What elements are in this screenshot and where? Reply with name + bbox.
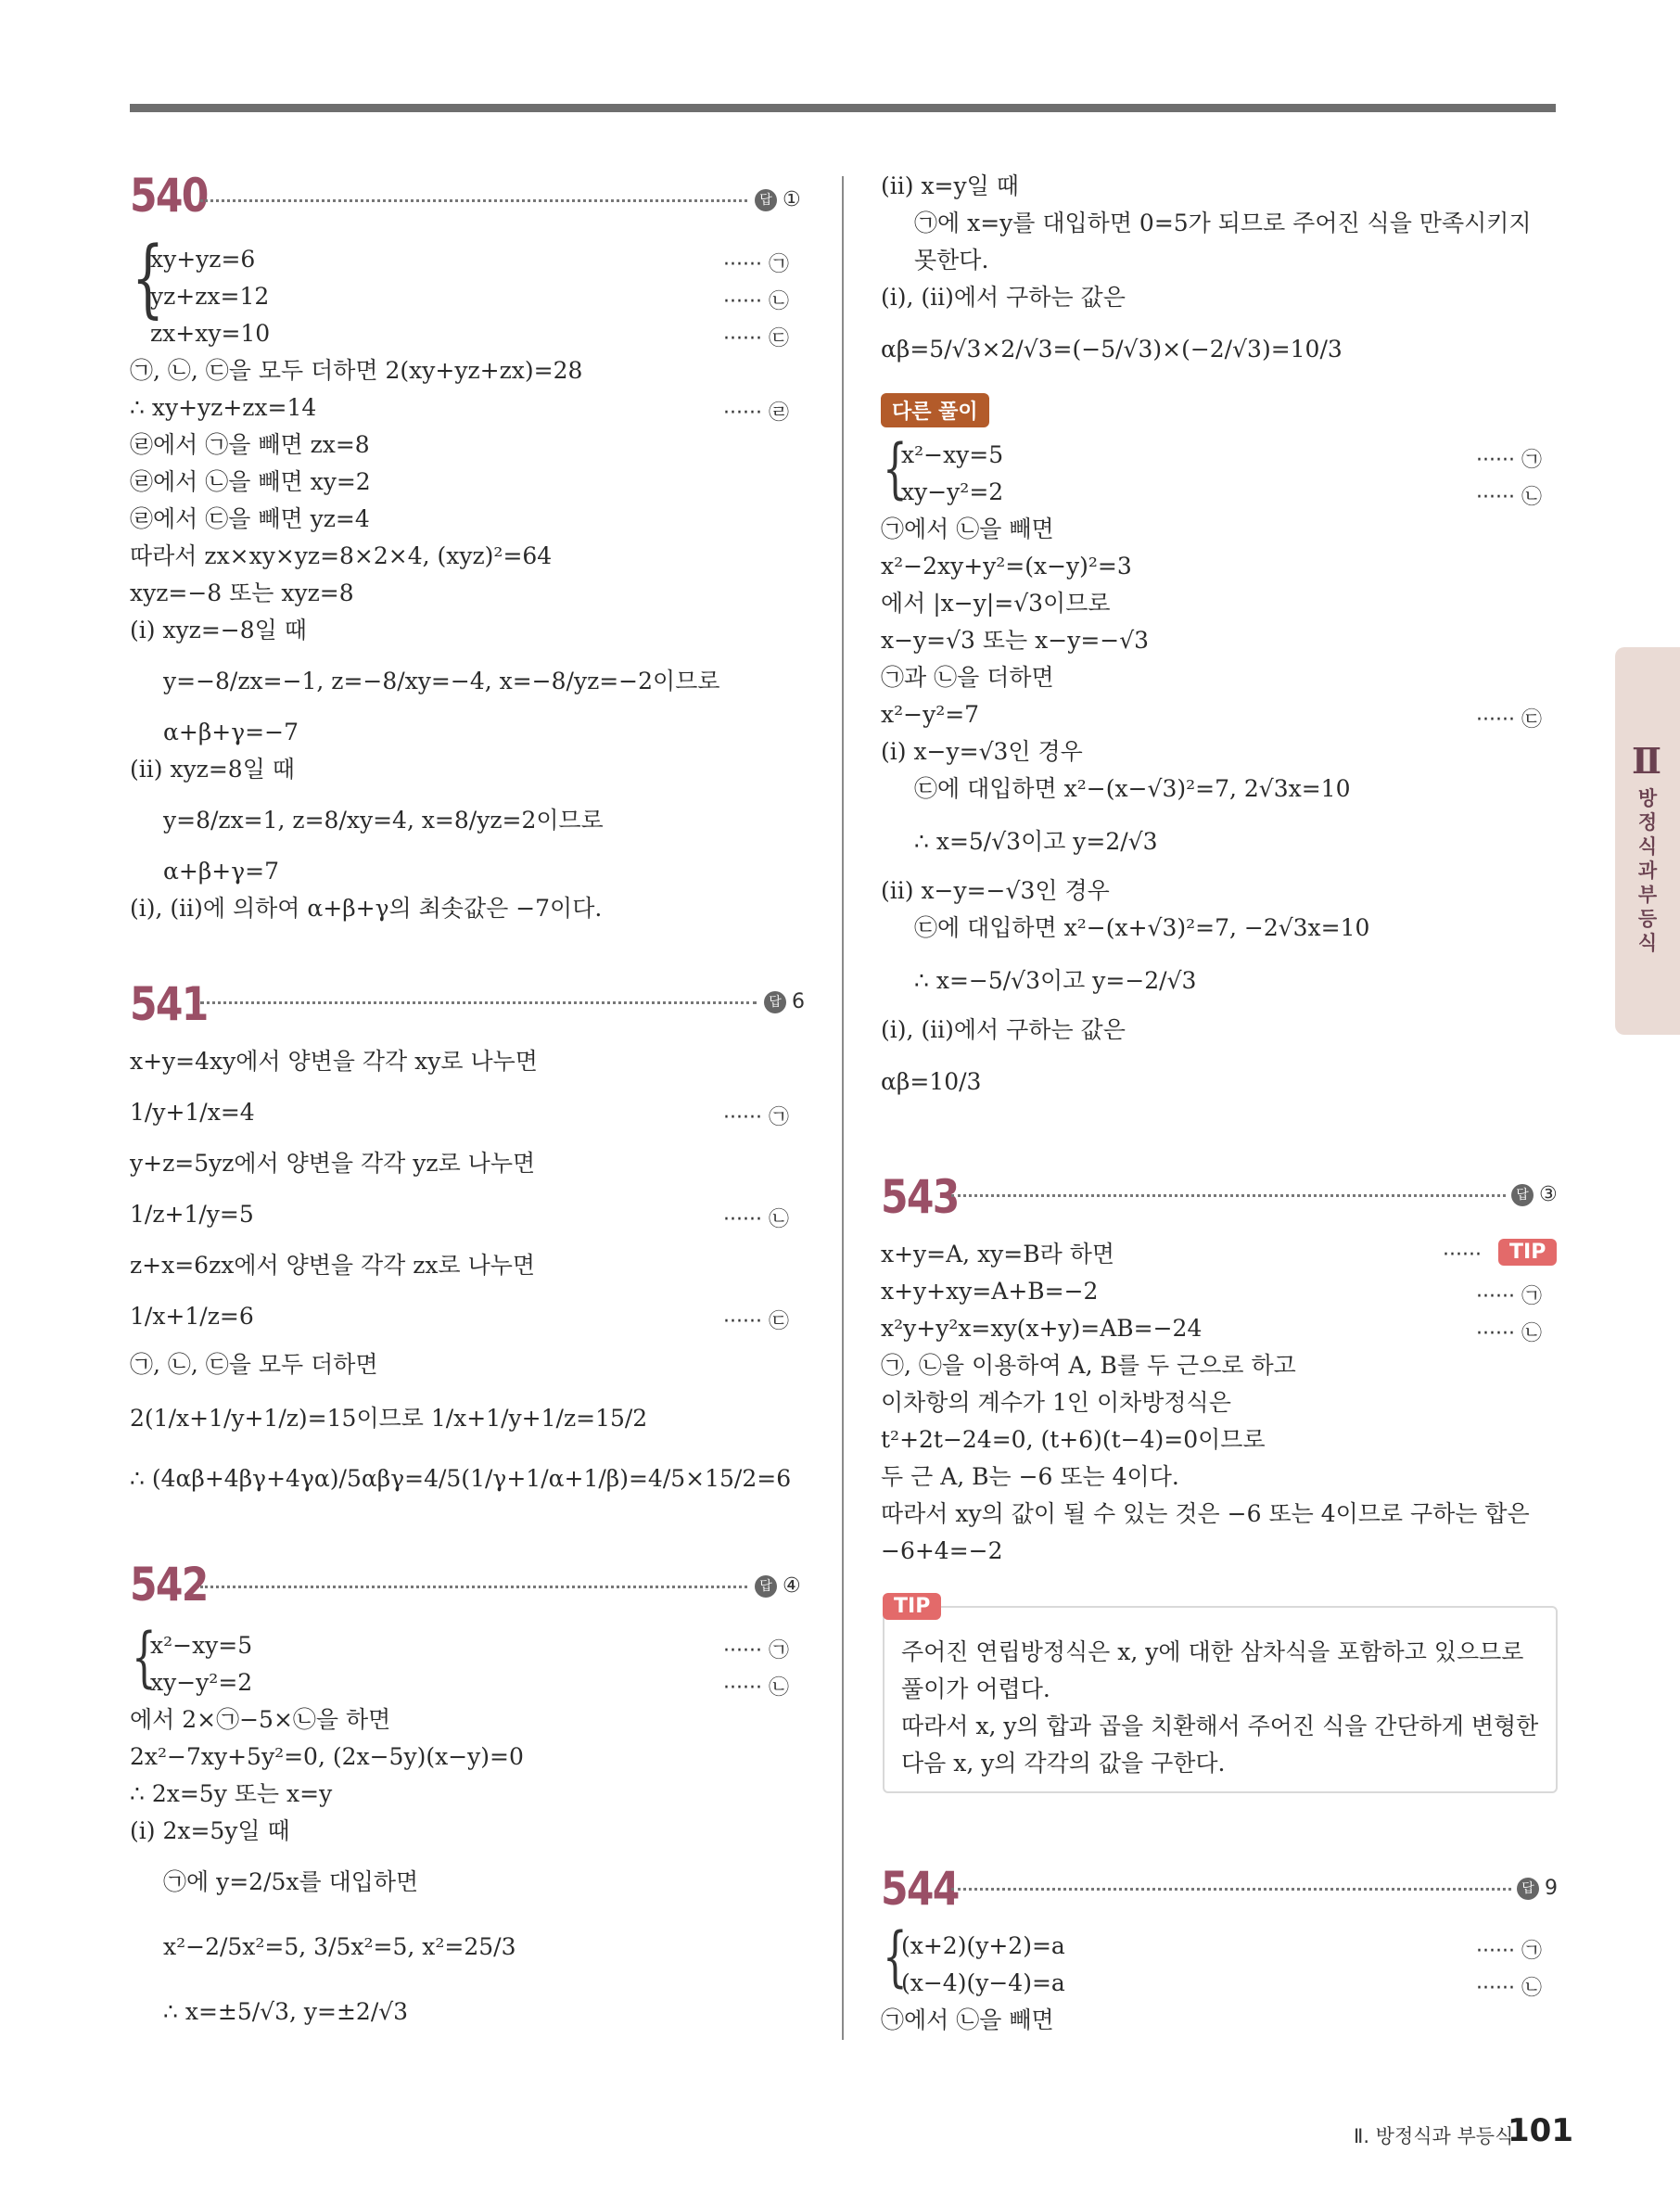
solution-line: ㉠과 ㉡을 더하면 [881,664,1054,691]
problem-answer-541: 답 6 [764,990,805,1013]
equation-line: xy+yz=6 [150,246,256,273]
solution-line: t²+2t−24=0, (t+6)(t−4)=0이므로 [881,1426,1266,1453]
solution-line: 두 근 A, B는 −6 또는 4이다. [881,1463,1179,1490]
solution-line: 2(1/x+1/y+1/z)=15이므로 1/x+1/y+1/z=15/2 [130,1405,648,1432]
solution-line: x²−2/5x²=5, 3/5x²=5, x²=25/3 [163,1933,516,1960]
top-rule [130,104,1556,112]
equation-line: zx+xy=10 [150,320,271,347]
system-brace: { [132,1619,157,1695]
tip-label: TIP [883,1593,941,1620]
solution-line: (ⅰ), (ⅱ)에서 구하는 값은 [881,284,1126,311]
equation-line: x²−xy=5 [901,441,1004,468]
answer-badge-icon: 답 [755,189,777,211]
solution-line: y=8/zx=1, z=8/xy=4, x=8/yz=2이므로 [163,807,604,834]
system-brace: { [883,430,908,506]
solution-line: x²−2xy+y²=(x−y)²=3 [881,553,1132,580]
solution-line: x+y=4xy에서 양변을 각각 xy로 나누면 [130,1048,538,1075]
answer-badge-icon: 답 [1517,1878,1539,1900]
problem-leader-dots [951,1194,1506,1197]
problem-leader-dots [951,1888,1511,1891]
equation-line: xy−y²=2 [150,1669,253,1696]
chapter-side-tab [1615,647,1680,1035]
problem-leader-dots [200,1586,747,1588]
solution-line: (ⅰ) xyz=−8일 때 [130,617,307,643]
solution-line: (ⅰ) x−y=√3인 경우 [881,738,1083,765]
solution-line: ㉢에 대입하면 x²−(x+√3)²=7, −2√3x=10 [914,914,1370,941]
problem-answer-544: 답 9 [1517,1877,1558,1900]
problem-number-542: 542 [130,1558,208,1611]
equation-mark: ······ ㉢ [723,1310,789,1333]
equation-mark: ······ ㉠ [1476,1285,1542,1308]
solution-line: α+β+γ=−7 [163,719,299,745]
equation-mark: ······ ㉠ [723,253,789,276]
equation-line: yz+zx=12 [150,283,270,310]
equation-mark: ······ ㉡ [723,1676,789,1700]
equation-mark: ······ ㉡ [1476,1977,1542,2000]
page-number: 101 [1508,2112,1573,2149]
footer-chapter: Ⅱ. 방정식과 부등식 [1354,2125,1514,2147]
solution-line: x²y+y²x=xy(x+y)=AB=−24 [881,1315,1203,1342]
solution-line: 1/x+1/z=6 [130,1303,254,1330]
solution-line: ∴ x=−5/√3이고 y=−2/√3 [914,967,1197,994]
solution-line: ㉠에서 ㉡을 빼면 [881,516,1054,542]
equation-mark: ······ ㉡ [1476,1322,1542,1345]
solution-line: ㉢에 대입하면 x²−(x−√3)²=7, 2√3x=10 [914,775,1351,802]
solution-line: y+z=5yz에서 양변을 각각 yz로 나누면 [130,1150,536,1177]
problem-answer-540: 답 ① [755,188,801,211]
solution-line: y=−8/zx=−1, z=−8/xy=−4, x=−8/yz=−2이므로 [163,668,720,694]
equation-line: (x+2)(y+2)=a [901,1932,1065,1959]
tip-marker: TIP [1498,1239,1557,1266]
equation-mark: ······ ㉡ [723,290,789,313]
solution-line: 에서 |x−y|=√3이므로 [881,590,1111,617]
problem-answer-543: 답 ③ [1511,1183,1558,1206]
solution-line: 2x²−7xy+5y²=0, (2x−5y)(x−y)=0 [130,1743,524,1770]
solution-line: (ⅱ) xyz=8일 때 [130,756,295,783]
solution-line: (ⅰ), (ⅱ)에 의하여 α+β+γ의 최솟값은 −7이다. [130,895,603,922]
solution-line: ∴ x=5/√3이고 y=2/√3 [914,828,1158,855]
problem-number-544: 544 [881,1862,959,1916]
solution-line: (ⅰ) 2x=5y일 때 [130,1817,290,1844]
solution-line: 따라서 zx×xy×yz=8×2×4, (xyz)²=64 [130,542,553,569]
equation-mark: ······ ㉡ [723,1208,789,1231]
solution-line: −6+4=−2 [881,1537,1003,1564]
equation-line: x²−xy=5 [150,1632,253,1659]
tip-line: 따라서 x, y의 합과 곱을 치환해서 주어진 식을 간단하게 변형한 [901,1713,1539,1739]
problem-answer-542: 답 ④ [755,1574,801,1598]
problem-number-540: 540 [130,169,208,223]
solution-line: ㉠, ㉡, ㉢을 모두 더하면 2(xy+yz+zx)=28 [130,357,583,384]
solution-line: ∴ x=±5/√3, y=±2/√3 [163,1998,409,2025]
solution-line: ㉣에서 ㉢을 빼면 yz=4 [130,505,370,532]
solution-line: ㉣에서 ㉠을 빼면 zx=8 [130,431,370,458]
solution-line: αβ=10/3 [881,1068,982,1095]
solution-line: ㉠에 x=y를 대입하면 0=5가 되므로 주어진 식을 만족시키지 [914,210,1532,236]
solution-line: α+β+γ=7 [163,858,280,885]
solution-line: x+y=A, xy=B라 하면 [881,1241,1115,1267]
solution-line: x−y=√3 또는 x−y=−√3 [881,627,1150,654]
solution-line: (ⅱ) x=y일 때 [881,172,1019,199]
tip-line: 풀이가 어렵다. [901,1675,1050,1702]
solution-line: x²−y²=7 [881,701,980,728]
tip-line: 다음 x, y의 각각의 값을 구한다. [901,1750,1226,1777]
solution-line: ∴ xy+yz+zx=14 [130,394,317,421]
problem-number-541: 541 [130,977,208,1031]
solution-line: 따라서 xy의 값이 될 수 있는 것은 −6 또는 4이므로 구하는 합은 [881,1500,1530,1527]
equation-mark: ······ ㉠ [723,1639,789,1662]
chapter-roman-numeral: Ⅱ [1632,740,1662,782]
solution-line: ㉠, ㉡, ㉢을 모두 더하면 [130,1351,378,1378]
problem-leader-dots [200,1001,757,1004]
alternative-solution-label: 다른 풀이 [881,393,989,427]
chapter-vertical-title: 방정식과부등식 [1637,787,1658,954]
solution-line: 1/y+1/x=4 [130,1099,255,1126]
equation-mark: ······ ㉠ [723,1106,789,1129]
solution-line: 이차항의 계수가 1인 이차방정식은 [881,1389,1231,1416]
solution-line: 못한다. [914,247,989,274]
solution-line: αβ=5/√3×2/√3=(−5/√3)×(−2/√3)=10/3 [881,336,1343,363]
answer-badge-icon: 답 [755,1575,777,1598]
solution-line: (ⅱ) x−y=−√3인 경우 [881,877,1110,904]
solution-line: xyz=−8 또는 xyz=8 [130,580,354,606]
solution-line: ∴ 2x=5y 또는 x=y [130,1780,333,1807]
equation-line: xy−y²=2 [901,478,1004,505]
equation-mark: ······ ㉠ [1476,449,1542,472]
solution-line: ㉠, ㉡을 이용하여 A, B를 두 근으로 하고 [881,1352,1296,1379]
equation-mark: ······ ㉡ [1476,486,1542,509]
solution-line: ∴ (4αβ+4βγ+4γα)/5αβγ=4/5(1/γ+1/α+1/β)=4/5×15/2=6 [130,1465,792,1492]
equation-line: (x−4)(y−4)=a [901,1969,1065,1996]
solution-line: (ⅰ), (ⅱ)에서 구하는 값은 [881,1016,1126,1043]
system-brace: { [883,1918,908,1994]
solution-line: ㉠에서 ㉡을 빼면 [881,2006,1054,2033]
problem-number-543: 543 [881,1170,959,1224]
answer-badge-icon: 답 [1511,1184,1534,1206]
equation-mark: ······ ㉢ [1476,708,1542,732]
column-divider [842,176,844,2040]
answer-badge-icon: 답 [764,991,786,1013]
equation-mark: ······ ㉣ [723,401,789,425]
equation-mark: ······ ㉠ [1476,1940,1542,1963]
equation-mark: ······ ㉢ [723,327,789,350]
solution-line: ㉠에 y=2/5x를 대입하면 [163,1868,419,1895]
equation-mark: ······ [1443,1243,1482,1267]
solution-line: 1/z+1/y=5 [130,1201,254,1228]
solution-line: x+y+xy=A+B=−2 [881,1278,1099,1305]
problem-leader-dots [200,199,747,202]
solution-line: 에서 2×㉠−5×㉡을 하면 [130,1706,391,1733]
solution-line: ㉣에서 ㉡을 빼면 xy=2 [130,468,371,495]
solution-line: z+x=6zx에서 양변을 각각 zx로 나누면 [130,1252,536,1279]
system-brace: { [132,228,165,327]
tip-line: 주어진 연립방정식은 x, y에 대한 삼차식을 포함하고 있으므로 [901,1638,1524,1665]
